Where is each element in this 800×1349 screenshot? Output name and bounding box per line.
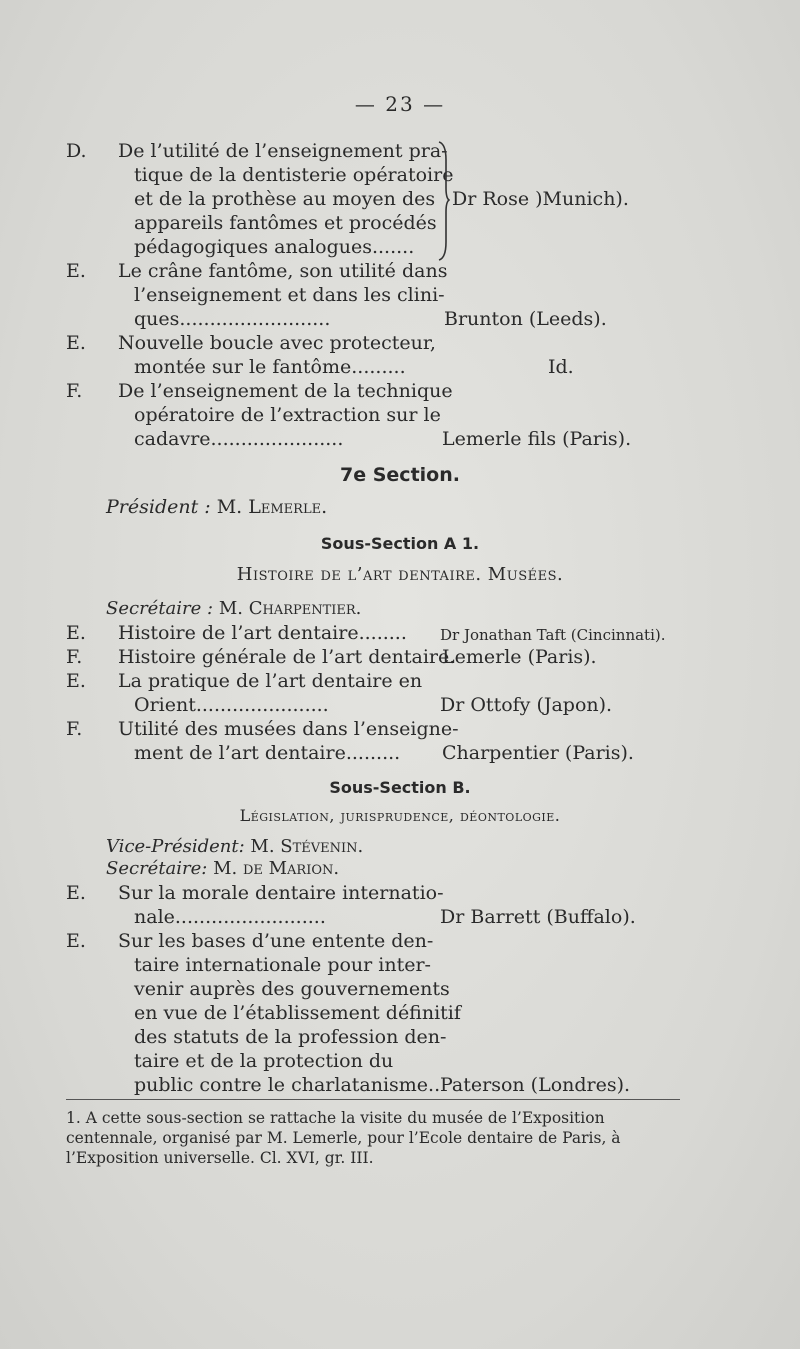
entry-letter: F.: [66, 646, 83, 668]
footnote-rule: [66, 1099, 680, 1100]
entry-letter: E.: [66, 332, 86, 354]
entry-text-line: De l’utilité de l’enseignement pra-: [118, 140, 448, 162]
entry-author: Paterson (Londres).: [440, 1074, 631, 1096]
page-number: — 23 —: [354, 92, 446, 116]
entry-text-line: Utilité des musées dans l’enseigne-: [118, 718, 459, 740]
entry-text-line: pédagogiques analogues.......: [134, 236, 415, 258]
entry-letter: E.: [66, 930, 86, 952]
entry-text-line: De l’enseignement de la technique: [118, 380, 453, 402]
secretary-label: Secrétaire:: [106, 858, 208, 879]
entry-letter: F.: [66, 718, 83, 740]
entry-text-line: public contre le charlatanisme..: [134, 1074, 441, 1096]
vice-president-label: Vice-Président:: [106, 836, 245, 857]
entry-text-line: Histoire générale de l’art dentaire.: [118, 646, 456, 668]
entry-text-line: La pratique de l’art dentaire en: [118, 670, 423, 692]
entry-letter: E.: [66, 670, 86, 692]
subsection-a-subtitle: Histoire de l’art dentaire. Musées.: [236, 564, 564, 585]
entry-text-line: et de la prothèse au moyen des: [134, 188, 436, 210]
vice-president-name: M. Stévenin.: [250, 836, 364, 857]
entry-author: Brunton (Leeds).: [444, 308, 607, 330]
subsection-b-subtitle: Législation, jurisprudence, déontologie.: [239, 806, 561, 825]
entry-text-line: venir auprès des gouvernements: [134, 978, 450, 1000]
entry-text-line: Nouvelle boucle avec protecteur,: [118, 332, 436, 354]
secretary-name: M. Charpentier.: [218, 598, 362, 619]
secretary-a-line: [106, 598, 361, 619]
president-name: M. Lemerle.: [216, 496, 328, 518]
entry-letter: E.: [66, 260, 86, 282]
entry-author: Lemerle (Paris).: [442, 646, 597, 668]
entry-text-line: appareils fantômes et procédés: [134, 212, 437, 234]
entry-text-line: des statuts de la profession den-: [134, 1026, 447, 1048]
secretary-label: Secrétaire :: [106, 598, 214, 619]
vice-president-line: [106, 836, 363, 857]
entry-text-line: Histoire de l’art dentaire........: [118, 622, 407, 644]
entry-text-line: montée sur le fantôme.........: [134, 356, 406, 378]
entry-author: Charpentier (Paris).: [442, 742, 634, 764]
entry-text-line: ment de l’art dentaire.........: [134, 742, 401, 764]
entry-text-line: opératoire de l’extraction sur le: [134, 404, 441, 426]
entry-text-line: taire internationale pour inter-: [134, 954, 431, 976]
secretary-name: M. de Marion.: [213, 858, 340, 879]
entry-text-line: nale.........................: [134, 906, 326, 928]
entry-letter: F.: [66, 380, 83, 402]
entry-text-line: Sur les bases d’une entente den-: [118, 930, 434, 952]
brace-icon: [436, 140, 450, 262]
entry-text-line: taire et de la protection du: [134, 1050, 394, 1072]
president-label: Président :: [106, 496, 211, 518]
entry-text-line: cadavre......................: [134, 428, 344, 450]
entry-author: Dr Barrett (Buffalo).: [440, 906, 636, 928]
entry-author: Dr Rose )Munich).: [452, 188, 629, 210]
entry-text-line: Orient......................: [134, 694, 329, 716]
subsection-b-title: Sous-Section B.: [329, 778, 471, 797]
entry-author: Dr Ottofy (Japon).: [440, 694, 613, 716]
entry-text-line: Sur la morale dentaire internatio-: [118, 882, 444, 904]
secretary-b-line: [106, 858, 339, 879]
entry-letter: E.: [66, 622, 86, 644]
president-line: [106, 496, 327, 518]
entry-letter: E.: [66, 882, 86, 904]
entry-text-line: en vue de l’établissement définitif: [134, 1002, 461, 1024]
entry-letter: D.: [66, 140, 87, 162]
entry-text-line: Le crâne fantôme, son utilité dans: [118, 260, 448, 282]
entry-author: Id.: [548, 356, 574, 378]
entry-text-line: l’enseignement et dans les clini-: [134, 284, 445, 306]
subsection-a-title: Sous-Section A 1.: [320, 534, 480, 553]
entry-text-line: tique de la dentisterie opératoire: [134, 164, 454, 186]
section-title: 7e Section.: [340, 464, 460, 486]
entry-author: Dr Jonathan Taft (Cincinnati).: [440, 626, 666, 644]
entry-text-line: ques.........................: [134, 308, 331, 330]
entry-author: Lemerle fils (Paris).: [442, 428, 632, 450]
footnote: 1. A cette sous-section se rattache la visite du musée de l’Exposition centennale, organisé par M. Lemerle, pour l’Ecole dentaire de Paris, à l’Exposition universelle. Cl. XVI, gr. III.: [66, 1109, 621, 1167]
